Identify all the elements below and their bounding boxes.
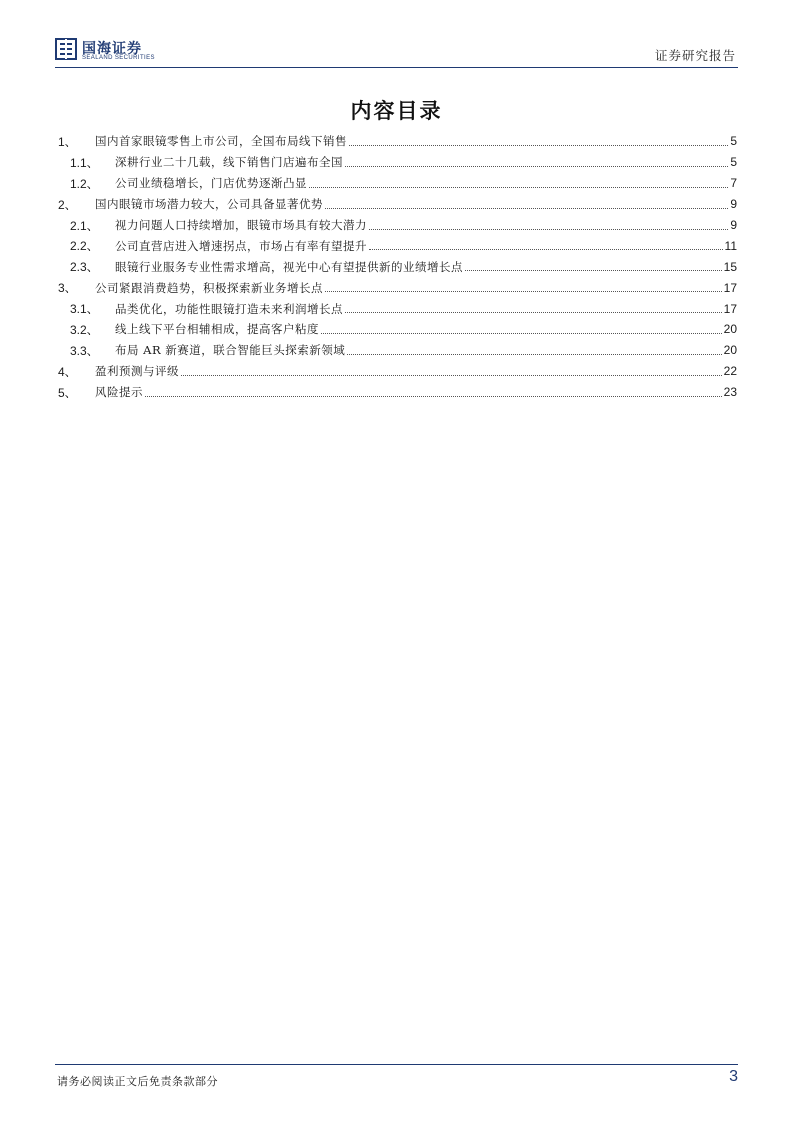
toc-entry-label: 深耕行业二十几载，线下销售门店遍布全国 <box>115 155 343 170</box>
toc-entry-number: 3.1、 <box>70 302 99 317</box>
toc-entry-page: 22 <box>723 364 737 379</box>
toc-entry-number: 3、 <box>58 281 77 296</box>
toc-entry[interactable] <box>58 382 737 403</box>
toc-entry-number: 3.2、 <box>70 322 99 337</box>
logo-text-cn: 国海证券 <box>82 41 142 57</box>
toc-entry-number: 5、 <box>58 385 77 400</box>
page-header <box>55 34 738 68</box>
toc-entry-page: 7 <box>730 176 737 191</box>
toc-entry-label: 品类优化，功能性眼镜打造未来利润增长点 <box>115 301 343 316</box>
toc-leader-dots <box>321 333 722 334</box>
toc-entry[interactable] <box>58 215 737 236</box>
toc-leader-dots <box>369 249 723 250</box>
toc-entry-number: 1.1、 <box>70 155 99 170</box>
toc-entry[interactable] <box>58 277 737 298</box>
toc-entry[interactable] <box>58 319 737 340</box>
toc-entry[interactable] <box>58 131 737 152</box>
page-number: 3 <box>729 1068 738 1085</box>
report-type-label: 证券研究报告 <box>654 48 736 63</box>
toc-entry-page: 9 <box>730 218 737 232</box>
toc-entry-page: 17 <box>723 301 737 316</box>
toc-leader-dots <box>465 270 722 271</box>
toc-entry-number: 4、 <box>58 364 77 379</box>
toc-leader-dots <box>325 291 722 292</box>
toc-entry[interactable] <box>58 235 737 256</box>
toc-entry-label: 公司紧跟消费趋势，积极探索新业务增长点 <box>95 280 323 295</box>
table-of-contents <box>58 131 737 403</box>
toc-entry-label: 线上线下平台相辅相成，提高客户粘度 <box>115 322 319 337</box>
toc-entry-page: 5 <box>730 155 737 170</box>
toc-leader-dots <box>349 145 728 146</box>
toc-entry-page: 20 <box>723 343 737 358</box>
toc-entry-label: 公司业绩稳增长，门店优势逐渐凸显 <box>115 176 307 191</box>
logo-text-en: SEALAND SECURITIES <box>82 55 155 61</box>
toc-title: 内容目录 <box>350 99 443 123</box>
toc-entry-label: 国内首家眼镜零售上市公司，全国布局线下销售 <box>95 134 347 149</box>
toc-entry[interactable] <box>58 298 737 319</box>
toc-leader-dots <box>309 187 728 188</box>
toc-entry-label: 国内眼镜市场潜力较大，公司具备显著优势 <box>95 197 323 212</box>
toc-entry-number: 2.2、 <box>70 239 99 254</box>
toc-entry-number: 1.2、 <box>70 176 99 191</box>
toc-entry-label: 视力问题人口持续增加，眼镜市场具有较大潜力 <box>115 218 367 232</box>
toc-entry-page: 20 <box>723 322 737 337</box>
toc-leader-dots <box>347 354 721 355</box>
toc-leader-dots <box>369 229 728 230</box>
toc-leader-dots <box>345 166 728 167</box>
toc-entry-number: 2.1、 <box>70 218 99 233</box>
toc-entry[interactable] <box>58 256 737 277</box>
toc-entry[interactable] <box>58 340 737 361</box>
company-logo <box>55 37 175 65</box>
toc-entry-label: 风险提示 <box>95 385 143 400</box>
toc-leader-dots <box>345 312 722 313</box>
toc-entry-label: 盈利预测与评级 <box>95 364 179 379</box>
toc-entry-label: 布局 AR 新赛道，联合智能巨头探索新领域 <box>115 343 346 358</box>
toc-entry-page: 17 <box>723 280 737 295</box>
toc-entry-page: 9 <box>730 197 737 212</box>
toc-leader-dots <box>325 208 728 209</box>
toc-entry-label: 公司直营店进入增速拐点，市场占有率有望提升 <box>115 238 367 253</box>
toc-leader-dots <box>181 375 722 376</box>
toc-entry[interactable] <box>58 194 737 215</box>
toc-entry-number: 2.3、 <box>70 260 99 275</box>
toc-entry[interactable] <box>58 173 737 194</box>
toc-entry-number: 1、 <box>58 134 77 149</box>
toc-entry-page: 11 <box>724 238 737 253</box>
toc-entry-page: 15 <box>723 259 737 274</box>
toc-leader-dots <box>145 396 722 397</box>
disclaimer-text: 请务必阅读正文后免责条款部分 <box>57 1075 218 1088</box>
toc-entry-page: 5 <box>730 134 737 149</box>
page-footer <box>55 1064 738 1094</box>
toc-entry-label: 眼镜行业服务专业性需求增高，视光中心有望提供新的业绩增长点 <box>115 259 463 274</box>
toc-entry[interactable] <box>58 152 737 173</box>
logo-mark-icon <box>55 37 77 61</box>
toc-entry[interactable] <box>58 361 737 382</box>
toc-entry-number: 2、 <box>58 197 77 212</box>
toc-entry-number: 3.3、 <box>70 343 99 358</box>
toc-entry-page: 23 <box>723 385 737 400</box>
